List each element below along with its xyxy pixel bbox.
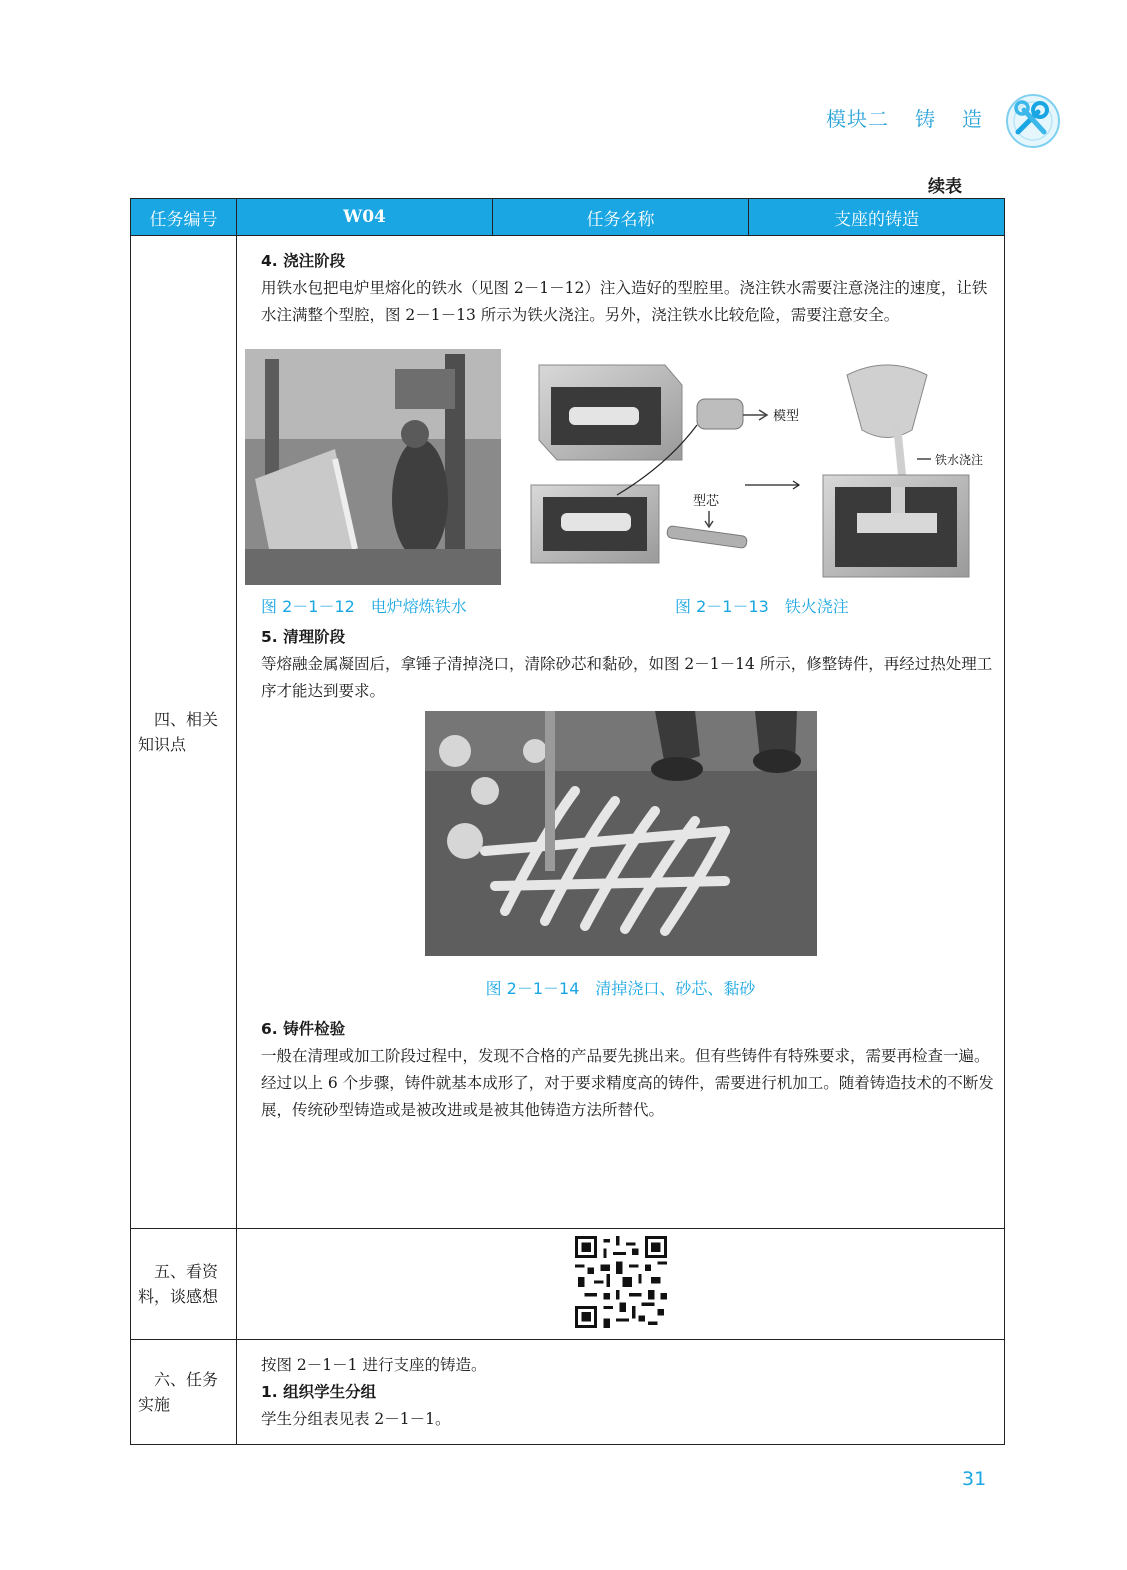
module-title-char2: 造 [962,107,983,131]
section-6-text-2: 经过以上 6 个步骤，铸件就基本成形了，对于要求精度高的铸件，需要进行机加工。随着铸造技术的不断发展，传统砂型铸造或是被改进或是被其他铸造方法所替代。 [261,1074,994,1119]
reading-label-line1: 五、看资 [154,1262,219,1281]
table-header-row [131,199,1005,236]
module-header [826,103,983,132]
module-label: 模块二 [826,107,889,131]
task-name-label: 任务名称 [493,199,749,236]
knowledge-content [237,236,1005,1229]
qr-cell [237,1229,1005,1340]
implementation-row [131,1340,1005,1445]
knowledge-label-line1: 四、相关 [154,710,219,729]
continued-label: 续表 [928,177,962,197]
figure-14-wrap [245,711,996,965]
qr-code-icon[interactable] [575,1236,667,1328]
implementation-label-line1: 六、任务 [154,1370,219,1389]
implementation-label-line2: 实施 [138,1395,171,1414]
knowledge-label-line2: 知识点 [138,735,187,754]
section-4-text: 用铁水包把电炉里熔化的铁水（见图 2－1－12）注入造好的型腔里。浇注铁水需要注意浇注的速度，让铁水注满整个型腔，图 2－1－13 所示为铁火浇注。另外，浇注铁水比较危险，需要注意安全。 [261,279,988,324]
section-5-title: 5. 清理阶段 [261,628,346,646]
figure-14-caption: 图 2－1－14 清掉浇口、砂芯、黏砂 [485,979,756,998]
model-label: 模型 [773,409,800,424]
knowledge-label [131,236,237,1229]
section-6-title: 6. 铸件检验 [261,1020,346,1038]
reading-label [131,1229,237,1340]
task-no-value: W04 [237,199,493,236]
task-name-value: 支座的铸造 [749,199,1005,236]
page-number: 31 [962,1468,987,1490]
implementation-label [131,1340,237,1445]
section-5-text: 等熔融金属凝固后，拿锤子清掉浇口，清除砂芯和黏砂，如图 2－1－14 所示，修整铸件，再经过热处理工序才能达到要求。 [261,655,993,700]
reading-label-line2: 料，谈感想 [138,1287,219,1306]
furnace-melting-photo [245,349,501,585]
figure-13-caption: 图 2－1－13 铁火浇注 [675,597,849,616]
implementation-intro: 按图 2－1－1 进行支座的铸造。 [261,1356,487,1374]
cleaning-castings-photo [425,711,817,956]
grouping-text: 学生分组表见表 2－1－1。 [261,1410,451,1428]
section-4-title: 4. 浇注阶段 [261,252,346,270]
section-6-text-1: 一般在清理或加工阶段过程中，发现不合格的产品要先挑出来。但有些铸件有特殊要求，需要再检查一遍。 [261,1047,990,1065]
figure-12-caption: 图 2－1－12 电炉熔炼铁水 [261,597,467,616]
figure-row-12-13 [245,349,996,624]
task-no-label: 任务编号 [131,199,237,236]
grouping-title: 1. 组织学生分组 [261,1383,377,1401]
implementation-content [237,1340,1005,1445]
pour-label: 铁水浇注 [935,453,984,467]
task-table [130,198,1005,1445]
pouring-diagram [517,355,984,581]
knowledge-row [131,236,1005,1229]
module-title-char1: 铸 [915,107,936,131]
core-label: 型芯 [693,494,720,509]
reading-row [131,1229,1005,1340]
tools-wrench-icon [1004,92,1062,150]
